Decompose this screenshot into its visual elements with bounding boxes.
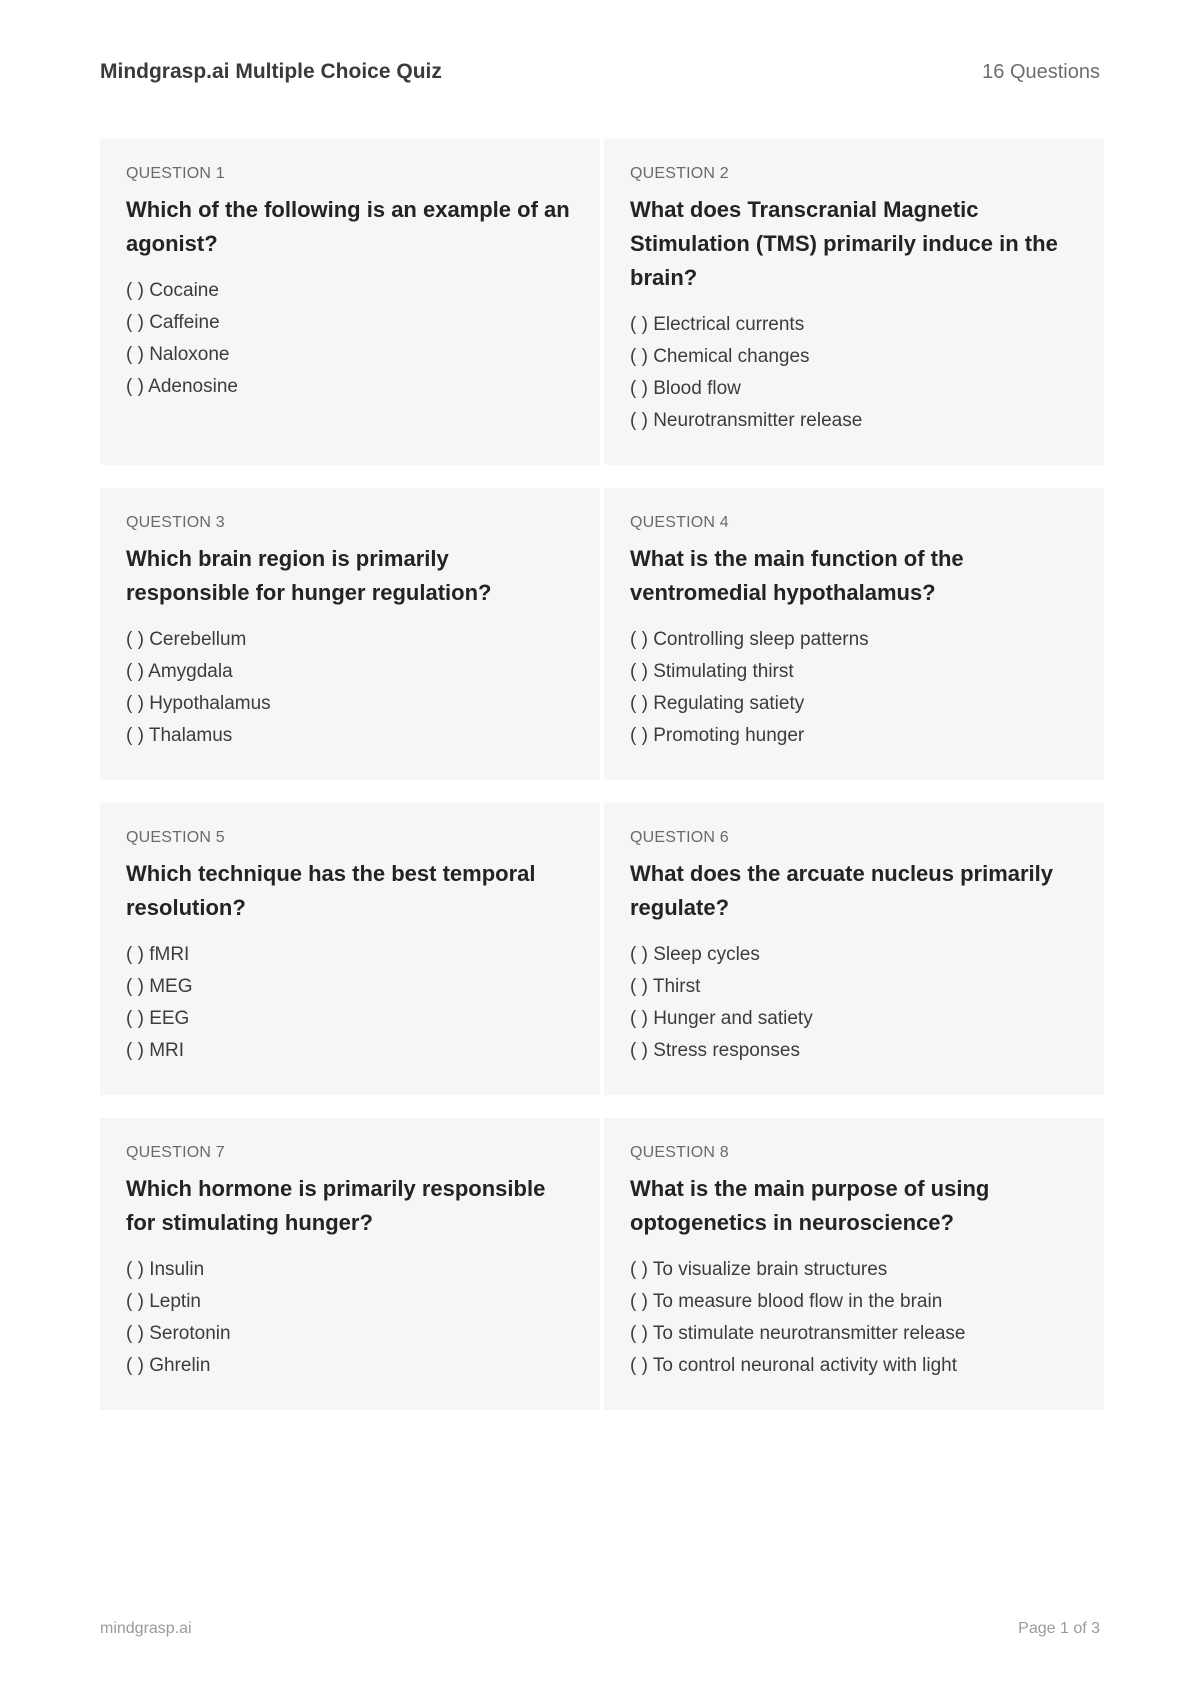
question-text: What is the main function of the ventromedial hypothalamus? — [630, 546, 964, 605]
answer-option[interactable]: ( ) Adenosine — [126, 376, 238, 397]
question-count: 16 Questions — [982, 61, 1100, 83]
option-list — [630, 624, 1078, 752]
option-list — [630, 309, 1078, 437]
quiz-title: Mindgrasp.ai Multiple Choice Quiz — [100, 60, 442, 83]
option-list — [126, 275, 574, 403]
question-number: QUESTION 2 — [630, 165, 729, 182]
question-row — [100, 488, 1104, 780]
question-card — [604, 1118, 1104, 1410]
question-text: Which of the following is an example of an agonist? — [126, 197, 570, 256]
answer-option[interactable]: ( ) Neurotransmitter release — [630, 410, 863, 431]
answer-option[interactable]: ( ) Stimulating thirst — [630, 661, 794, 682]
question-card — [100, 803, 600, 1095]
answer-option[interactable]: ( ) Sleep cycles — [630, 944, 760, 965]
question-card — [604, 488, 1104, 780]
answer-option[interactable]: ( ) To control neuronal activity with light — [630, 1355, 958, 1376]
answer-option[interactable]: ( ) Amygdala — [126, 661, 233, 682]
question-card — [100, 488, 600, 780]
answer-option[interactable]: ( ) To visualize brain structures — [630, 1259, 888, 1280]
answer-option[interactable]: ( ) Chemical changes — [630, 346, 810, 367]
option-list — [630, 1254, 1078, 1382]
answer-option[interactable]: ( ) Cerebellum — [126, 629, 247, 650]
answer-option[interactable]: ( ) Thirst — [630, 976, 701, 997]
question-number: QUESTION 1 — [126, 165, 225, 182]
page-footer — [100, 1620, 1100, 1638]
question-number: QUESTION 8 — [630, 1144, 729, 1161]
answer-option[interactable]: ( ) To stimulate neurotransmitter release — [630, 1323, 966, 1344]
answer-option[interactable]: ( ) To measure blood flow in the brain — [630, 1291, 943, 1312]
answer-option[interactable]: ( ) Ghrelin — [126, 1355, 211, 1376]
question-text: What does Transcranial Magnetic Stimulation (TMS) primarily induce in the brain? — [630, 197, 1058, 290]
answer-option[interactable]: ( ) MRI — [126, 1040, 185, 1061]
question-card — [100, 139, 600, 465]
question-grid — [100, 139, 1104, 1433]
page-indicator: Page 1 of 3 — [1018, 1620, 1100, 1637]
question-number: QUESTION 3 — [126, 514, 225, 531]
answer-option[interactable]: ( ) Serotonin — [126, 1323, 231, 1344]
question-text: Which technique has the best temporal resolution? — [126, 861, 536, 920]
answer-option[interactable]: ( ) Stress responses — [630, 1040, 800, 1061]
question-number: QUESTION 6 — [630, 829, 729, 846]
question-row — [100, 139, 1104, 465]
option-list — [630, 939, 1078, 1067]
question-text: Which hormone is primarily responsible for stimulating hunger? — [126, 1176, 546, 1235]
question-number: QUESTION 5 — [126, 829, 225, 846]
question-row — [100, 803, 1104, 1095]
answer-option[interactable]: ( ) Thalamus — [126, 725, 233, 746]
answer-option[interactable]: ( ) Leptin — [126, 1291, 201, 1312]
option-list — [126, 1254, 574, 1382]
answer-option[interactable]: ( ) Hypothalamus — [126, 693, 271, 714]
answer-option[interactable]: ( ) Insulin — [126, 1259, 205, 1280]
answer-option[interactable]: ( ) Cocaine — [126, 280, 219, 301]
question-card — [604, 139, 1104, 465]
page-header — [100, 60, 1100, 84]
answer-option[interactable]: ( ) Promoting hunger — [630, 725, 805, 746]
question-card — [604, 803, 1104, 1095]
answer-option[interactable]: ( ) Hunger and satiety — [630, 1008, 813, 1029]
answer-option[interactable]: ( ) MEG — [126, 976, 193, 997]
question-text: What does the arcuate nucleus primarily regulate? — [630, 861, 1054, 920]
question-text: What is the main purpose of using optogenetics in neuroscience? — [630, 1176, 990, 1235]
option-list — [126, 939, 574, 1067]
question-text: Which brain region is primarily responsible for hunger regulation? — [126, 546, 492, 605]
answer-option[interactable]: ( ) EEG — [126, 1008, 190, 1029]
answer-option[interactable]: ( ) Electrical currents — [630, 314, 805, 335]
question-number: QUESTION 7 — [126, 1144, 225, 1161]
answer-option[interactable]: ( ) Naloxone — [126, 344, 230, 365]
answer-option[interactable]: ( ) Caffeine — [126, 312, 220, 333]
answer-option[interactable]: ( ) Regulating satiety — [630, 693, 805, 714]
question-row — [100, 1118, 1104, 1410]
question-card — [100, 1118, 600, 1410]
footer-site: mindgrasp.ai — [100, 1620, 192, 1637]
question-number: QUESTION 4 — [630, 514, 729, 531]
answer-option[interactable]: ( ) fMRI — [126, 944, 190, 965]
option-list — [126, 624, 574, 752]
answer-option[interactable]: ( ) Blood flow — [630, 378, 741, 399]
answer-option[interactable]: ( ) Controlling sleep patterns — [630, 629, 869, 650]
